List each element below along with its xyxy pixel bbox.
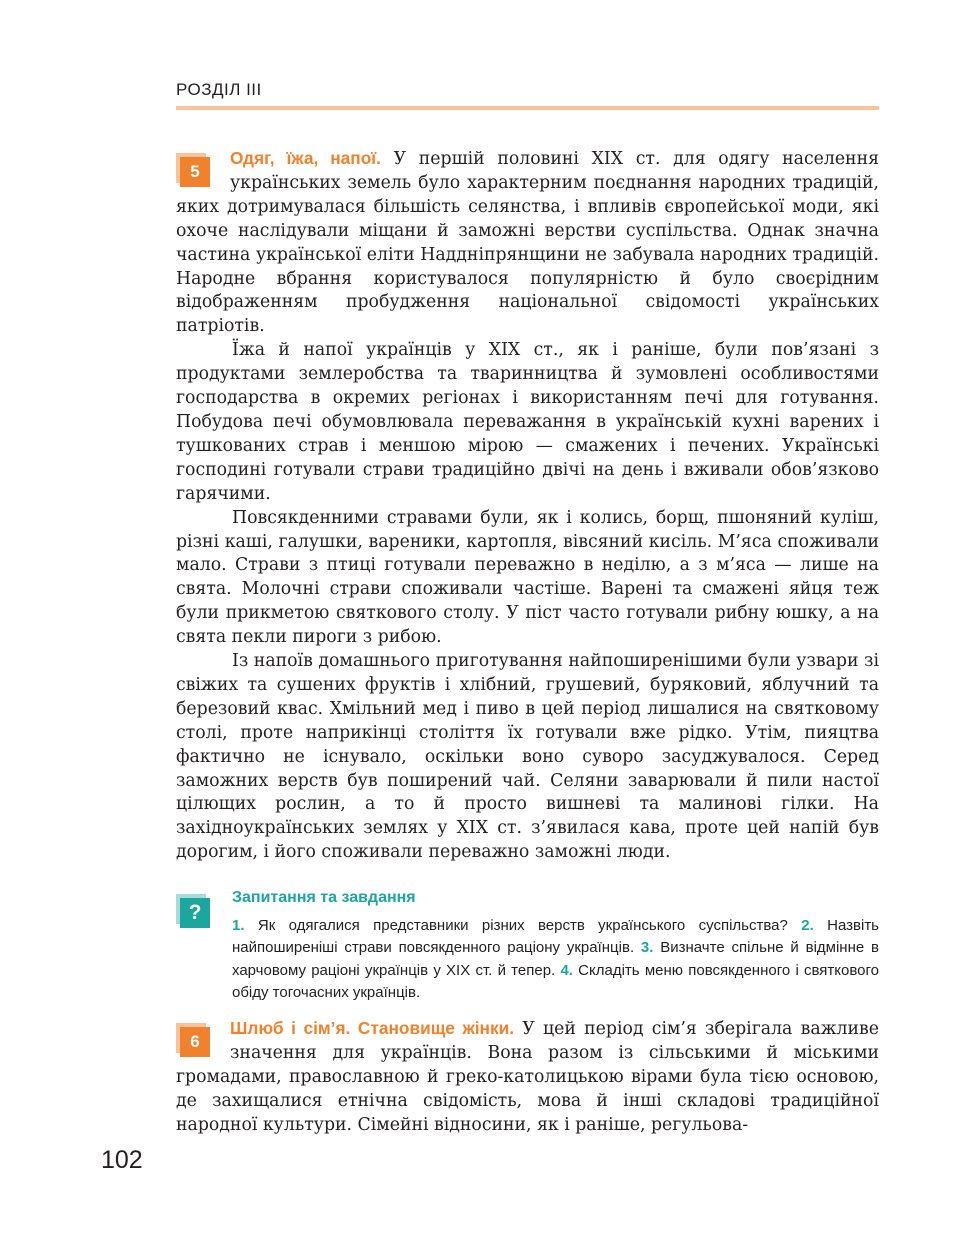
question-2-text: Назвіть найпоширеніші страви повсякденного раціону українців. — [232, 917, 879, 957]
section-6-title: Шлюб і сім’я. Становище жінки. — [230, 1018, 515, 1038]
question-3-text: Визначте спільне й відмінне в харчовому раціоні українців у XIX ст. й тепер. — [232, 939, 879, 979]
section-5-title: Одяг, їжа, напої. — [230, 148, 381, 168]
question-1-text: Як одягалися представники різних верств українського суспільства? — [244, 917, 802, 934]
section-6-paragraph-1-text: У цей період сім’я зберігала важливе значення для українців. Вона разом із сільськими й міськими громадами, православною й греко-католицькою вірами була тією основою, де захищалися етнічна свідомість, мова й інші складові традиційної народної культури. Сімейні відносини, як і раніше, регульова- — [176, 1019, 879, 1135]
section-5-paragraph-3: Повсякденними стравами були, як і колись, борщ, пшоняний куліш, різні каші, галушки, вареники, картопля, вівсяний кисіль. М’яса споживали мало. Страви з птиці готували переважно в неділю, а з м’яса — лише на свята. Молочні страви споживали частіше. Варені та смажені яйця теж були прикметою святкового столу. У піст часто готували рибну юшку, а на свята пекли пироги з рибою. — [176, 507, 879, 648]
section-5-text — [176, 147, 879, 865]
paragraph-number-badge-5: 5 — [180, 157, 210, 187]
section-header: РОЗДІЛ ІІІ — [176, 80, 262, 99]
page-number: 102 — [101, 1146, 143, 1174]
questions-list — [232, 915, 879, 1004]
section-6-text — [176, 1017, 879, 1138]
section-6-paragraph-1 — [176, 1017, 879, 1138]
questions-title: Запитання та завдання — [232, 889, 416, 906]
question-2-number: 2. — [801, 917, 814, 934]
question-4-number: 4. — [560, 961, 573, 979]
question-1-number: 1. — [232, 917, 245, 934]
section-5-paragraph-2: Їжа й напої українців у XIX ст., як і раніше, були пов’язані з продуктами землеробства та тваринництва й зумовлені особливостями господарства в окремих регіонах і використанням печі для готування. Побудова печі обумовлювала переважання в українській кухні варених і тушкованих страв і меншою мірою — смажених і печених. Українські господині готували страви традиційно двічі на день і вживали обов’язково гарячими. — [176, 340, 879, 504]
section-5-paragraph-1 — [176, 147, 879, 339]
question-4-text: Складіть меню повсякденного і святкового обіду тогочасних українців. — [232, 961, 879, 1001]
paragraph-number-badge-6: 6 — [180, 1027, 210, 1057]
section-5-paragraph-4: Із напоїв домашнього приготування найпоширенішими були узвари зі свіжих та сушених фруктів і хлібний, грушевий, буряковий, яблучний та березовий квас. Хмільний мед і пиво в цей період лишалися на святковому столі, проте наприкінці століття їх готували вже рідко. Утім, пияцтва фактично не існувало, оскільки воно суворо засуджувалося. Серед заможних верств був поширений чай. Селяни заварювали й пили настої цілющих рослин, а то й просто вишневі та малинові гілки. На західноукраїнських землях у XIX ст. з’явилася кава, проте цей напій був дорогим, і його споживали переважно заможні люди. — [176, 651, 879, 863]
header-divider — [176, 106, 879, 110]
question-3-number: 3. — [640, 939, 654, 957]
question-mark-icon: ? — [180, 898, 210, 928]
section-5-paragraph-1-text: У першій половині XIX ст. для одягу населення українських земель було характерним поєднання народних традицій, яких дотримувалася більшість селянства, і впливів європейської моди, які охоче наслідували міщани й заможні верстви суспільства. Однак значна частина української еліти Наддніпрянщини не забувала народних традицій. Народне вбрання користувалося популярністю й було своєрідним відображенням пробудження національної свідомості українських патріотів. — [176, 149, 879, 337]
